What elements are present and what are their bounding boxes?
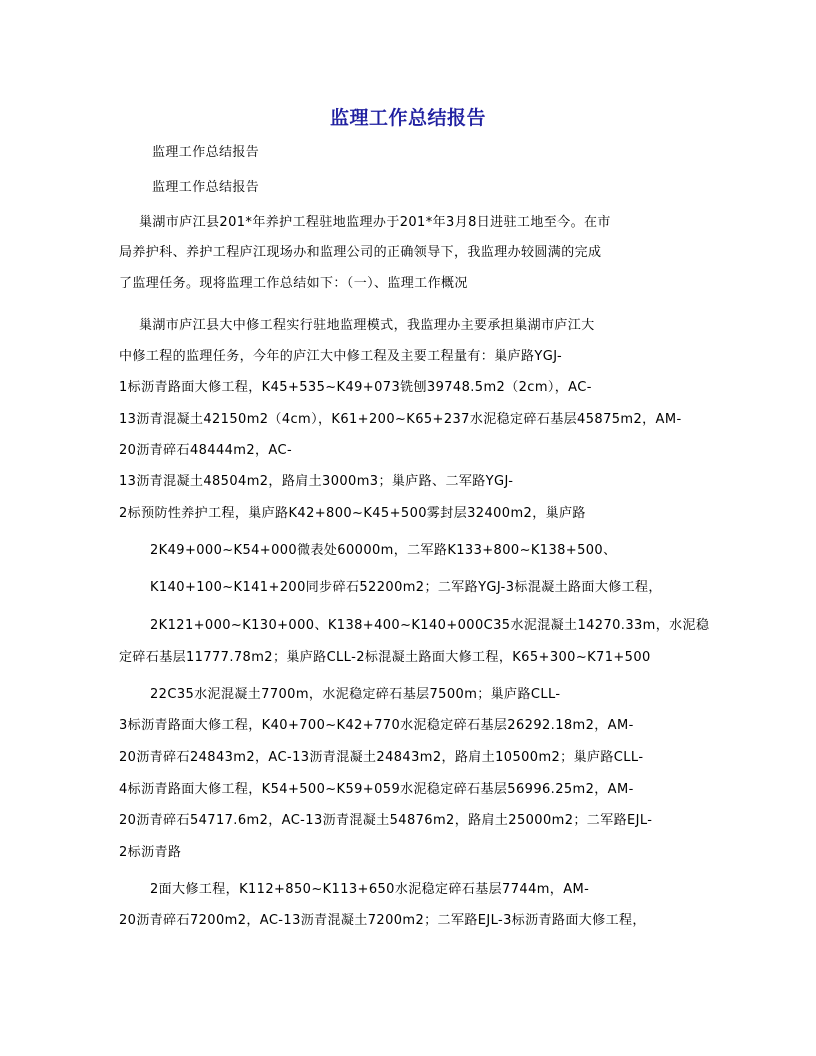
- paragraph-line: 20沥青碎石54717.6m2，AC-13沥青混凝土54876m2，路肩土25000m2；二军路EJL-: [119, 813, 653, 828]
- document-title: 监理工作总结报告: [329, 107, 486, 129]
- paragraph-line: 巢湖市庐江县201*年养护工程驻地监理办于201*年3月8日进驻工地至今。在市: [139, 215, 611, 230]
- paragraph-line: 2面大修工程，K112+850~K113+650水泥稳定碎石基层7744m，AM-: [150, 882, 590, 897]
- paragraph-line: 2K121+000~K130+000、K138+400~K140+000C35水泥混凝土14270.33m，水泥稳: [150, 618, 710, 633]
- paragraph-line: K140+100~K141+200同步碎石52200m2；二军路YGJ-3标混凝土路面大修工程，: [150, 580, 662, 595]
- paragraph-line: 3标沥青路面大修工程，K40+700~K42+770水泥稳定碎石基层26292.18m2，AM-: [119, 718, 634, 733]
- paragraph-line: 定碎石基层11777.78m2；巢庐路CLL-2标混凝土路面大修工程，K65+300~K71+500: [119, 650, 651, 665]
- paragraph-line: 了监理任务。现将监理工作总结如下：（一）、监理工作概况: [119, 276, 468, 291]
- paragraph-line: 巢湖市庐江县大中修工程实行驻地监理模式，我监理办主要承担巢湖市庐江大: [139, 318, 595, 333]
- paragraph-line: 2K49+000~K54+000微表处60000m，二军路K133+800~K138+500、: [150, 543, 617, 558]
- paragraph-line: 20沥青碎石48444m2，AC-: [119, 443, 293, 458]
- paragraph-line: 2标预防性养护工程，巢庐路K42+800~K45+500雾封层32400m2，巢庐路: [119, 506, 586, 521]
- paragraph-line: 局养护科、养护工程庐江现场办和监理公司的正确领导下，我监理办较圆满的完成: [119, 245, 602, 260]
- paragraph-line: 13沥青混凝土48504m2，路肩土3000m3；巢庐路、二军路YGJ-: [119, 474, 514, 489]
- paragraph-line: 20沥青碎石7200m2，AC-13沥青混凝土7200m2；二军路EJL-3标沥青路面大修工程，: [119, 913, 646, 928]
- paragraph-line: 22C35水泥混凝土7700m，水泥稳定碎石基层7500m；巢庐路CLL-: [150, 687, 561, 702]
- paragraph-line: 1标沥青路面大修工程，K45+535~K49+073铣刨39748.5m2（2cm），AC-: [119, 380, 592, 395]
- paragraph-line: 4标沥青路面大修工程，K54+500~K59+059水泥稳定碎石基层56996.25m2，AM-: [119, 782, 634, 797]
- paragraph-line: 2标沥青路: [119, 845, 182, 860]
- paragraph-line: 20沥青碎石24843m2，AC-13沥青混凝土24843m2，路肩土10500m2；巢庐路CLL-: [119, 750, 644, 765]
- paragraph-line: 监理工作总结报告: [152, 180, 260, 195]
- paragraph-line: 13沥青混凝土42150m2（4cm），K61+200~K65+237水泥稳定碎石基层45875m2，AM-: [119, 412, 682, 427]
- paragraph-line: 中修工程的监理任务，今年的庐江大中修工程及主要工程量有：巢庐路YGJ-: [119, 349, 563, 364]
- paragraph-line: 监理工作总结报告: [152, 145, 260, 160]
